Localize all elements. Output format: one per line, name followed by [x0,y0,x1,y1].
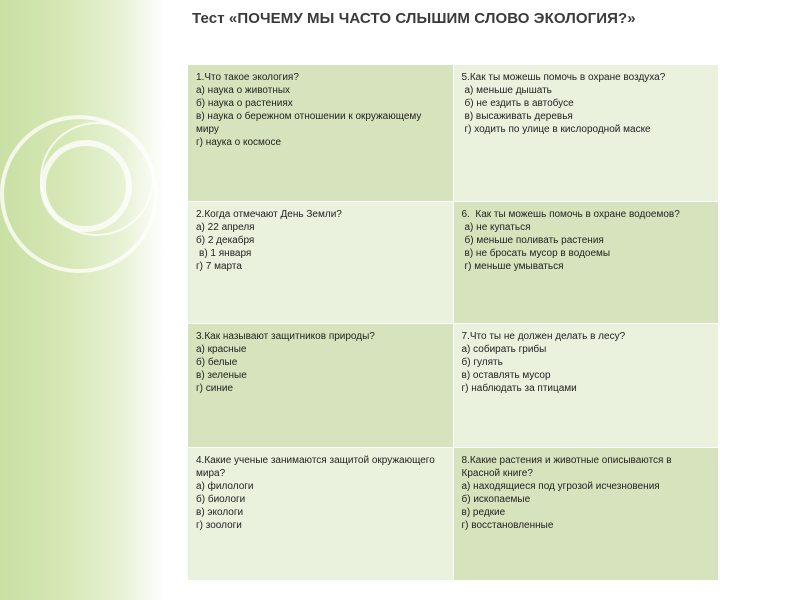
answer-option: а) наука о животных [196,85,291,96]
answer-option: г) восстановленные [461,520,554,531]
question-text: 6. Как ты можешь помочь в охране водоемов? [461,209,680,220]
answer-option: а) находящиеся под угрозой исчезновения [461,481,660,492]
answer-option: б) наука о растениях [196,98,293,109]
answer-option: б) не ездить в автобусе [464,98,574,109]
page-title: Тест «ПОЧЕМУ МЫ ЧАСТО СЛЫШИМ СЛОВО ЭКОЛОГИЯ?» [192,10,636,27]
question-text: 1.Что такое экология? [196,72,299,83]
question-cell-8 [453,448,719,581]
answer-option: г) наблюдать за птицами [461,383,577,394]
answer-option: в) наука о бережном отношении к окружающему миру [196,111,425,135]
question-text: 7.Что ты не должен делать в лесу? [461,331,626,342]
quiz-row [188,448,719,581]
answer-option: в) оставлять мусор [461,370,551,381]
answer-option: г) наука о космосе [196,137,282,148]
quiz-row [188,324,719,448]
question-cell-1 [188,65,454,202]
question-cell-3 [188,324,454,448]
answer-option: в) экологи [196,507,244,518]
answer-option: б) гулять [461,357,503,368]
decorative-ring [40,140,132,232]
quiz-table [187,64,719,581]
answer-option: г) меньше умываться [464,261,564,272]
question-text: 5.Как ты можешь помочь в охране воздуха? [461,72,666,83]
answer-option: г) ходить по улице в кислородной маске [464,124,651,135]
question-cell-6 [453,202,719,324]
answer-option: а) не купаться [464,222,531,233]
answer-option: г) зоологи [196,520,242,531]
answer-option: а) меньше дышать [464,85,552,96]
answer-option: в) редкие [461,507,506,518]
answer-option: а) красные [196,344,247,355]
answer-option: а) 22 апреля [196,222,255,233]
decorative-side-band [0,0,165,600]
answer-option: в) зеленые [196,370,247,381]
question-cell-5 [453,65,719,202]
answer-option: а) филологи [196,481,254,492]
answer-option: в) высаживать деревья [464,111,573,122]
answer-option: в) не бросать мусор в водоемы [464,248,611,259]
question-text: 3.Как называют защитников природы? [196,331,375,342]
question-cell-2 [188,202,454,324]
answer-option: б) меньше поливать растения [464,235,604,246]
quiz-row [188,202,719,324]
answer-option: в) 1 января [199,248,252,259]
quiz-row [188,65,719,202]
answer-option: г) синие [196,383,234,394]
answer-option: б) биологи [196,494,246,505]
question-text: 4.Какие ученые занимаются защитой окружающего мира? [196,455,438,479]
question-cell-7 [453,324,719,448]
question-text: 2.Когда отмечают День Земли? [196,209,342,220]
question-text: 8.Какие растения и животные описываются в Красной книге? [461,455,675,479]
answer-option: б) белые [196,357,238,368]
answer-option: г) 7 марта [196,261,242,272]
question-cell-4 [188,448,454,581]
answer-option: а) собирать грибы [461,344,547,355]
answer-option: б) ископаемые [461,494,531,505]
answer-option: б) 2 декабря [196,235,255,246]
